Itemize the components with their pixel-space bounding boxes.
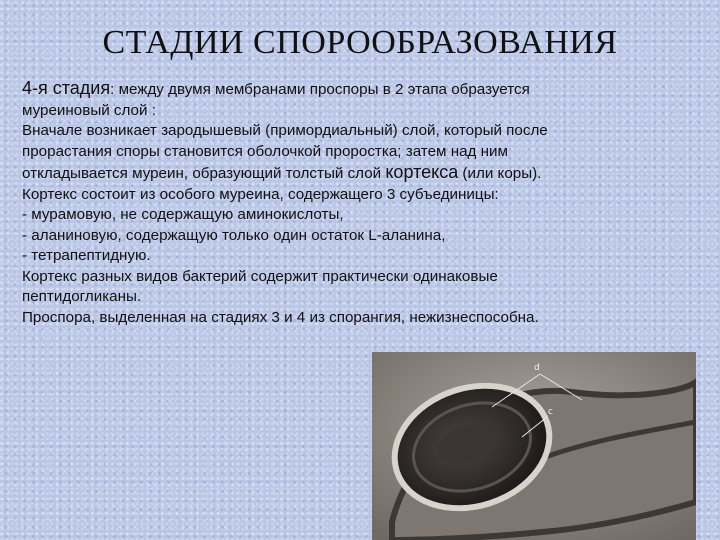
- text-line-4: прорастания споры становится оболочкой проростка; затем над ним: [22, 142, 508, 160]
- text-line-2: муреиновый слой :: [22, 101, 156, 119]
- cortex-term: кортекса: [385, 162, 459, 182]
- text-line-12: Проспора, выделенная на стадиях 3 и 4 из спорангия, нежизнеспособна.: [22, 308, 539, 326]
- micrograph-drawing: [372, 352, 696, 540]
- page-title: СТАДИИ СПОРООБРАЗОВАНИЯ: [102, 24, 618, 61]
- text-line-1: [22, 78, 702, 101]
- text-line-7: [22, 205, 702, 226]
- text-line-7-a: - мурамовую: [22, 206, 112, 223]
- slide-body: [22, 78, 702, 328]
- micrograph-image: [372, 352, 696, 540]
- text-line-6: Кортекс состоит из особого муреина, содержащего 3 субъединицы:: [22, 185, 499, 203]
- stage-heading: 4-я стадия: [22, 78, 111, 98]
- text-line-10: Кортекс разных видов бактерий содержит практически одинаковые: [22, 267, 498, 285]
- photo-label-c: c: [548, 407, 553, 417]
- text-line-9: - тетрапептидную.: [22, 247, 151, 264]
- text-line-7-b: не содержащую аминокислоты,: [116, 206, 344, 223]
- text-line-3: Вначале возникает зародышевый (примордиальный) слой, который после: [22, 122, 548, 139]
- photo-label-d: d: [534, 363, 540, 373]
- text-line-5-b: (или коры).: [458, 165, 542, 182]
- text-line-11: пептидогликаны.: [22, 288, 142, 305]
- text-line-5: [22, 162, 702, 185]
- text-line-8: - аланиновую, содержащую только один остаток L-аланина,: [22, 226, 446, 244]
- stage-heading-rest: : между двумя мембранами проспоры в 2 этапа образуется: [110, 81, 530, 98]
- text-line-7-comma: ,: [111, 206, 117, 223]
- text-line-5-a: откладывается муреин, образующий толстый слой: [22, 165, 386, 182]
